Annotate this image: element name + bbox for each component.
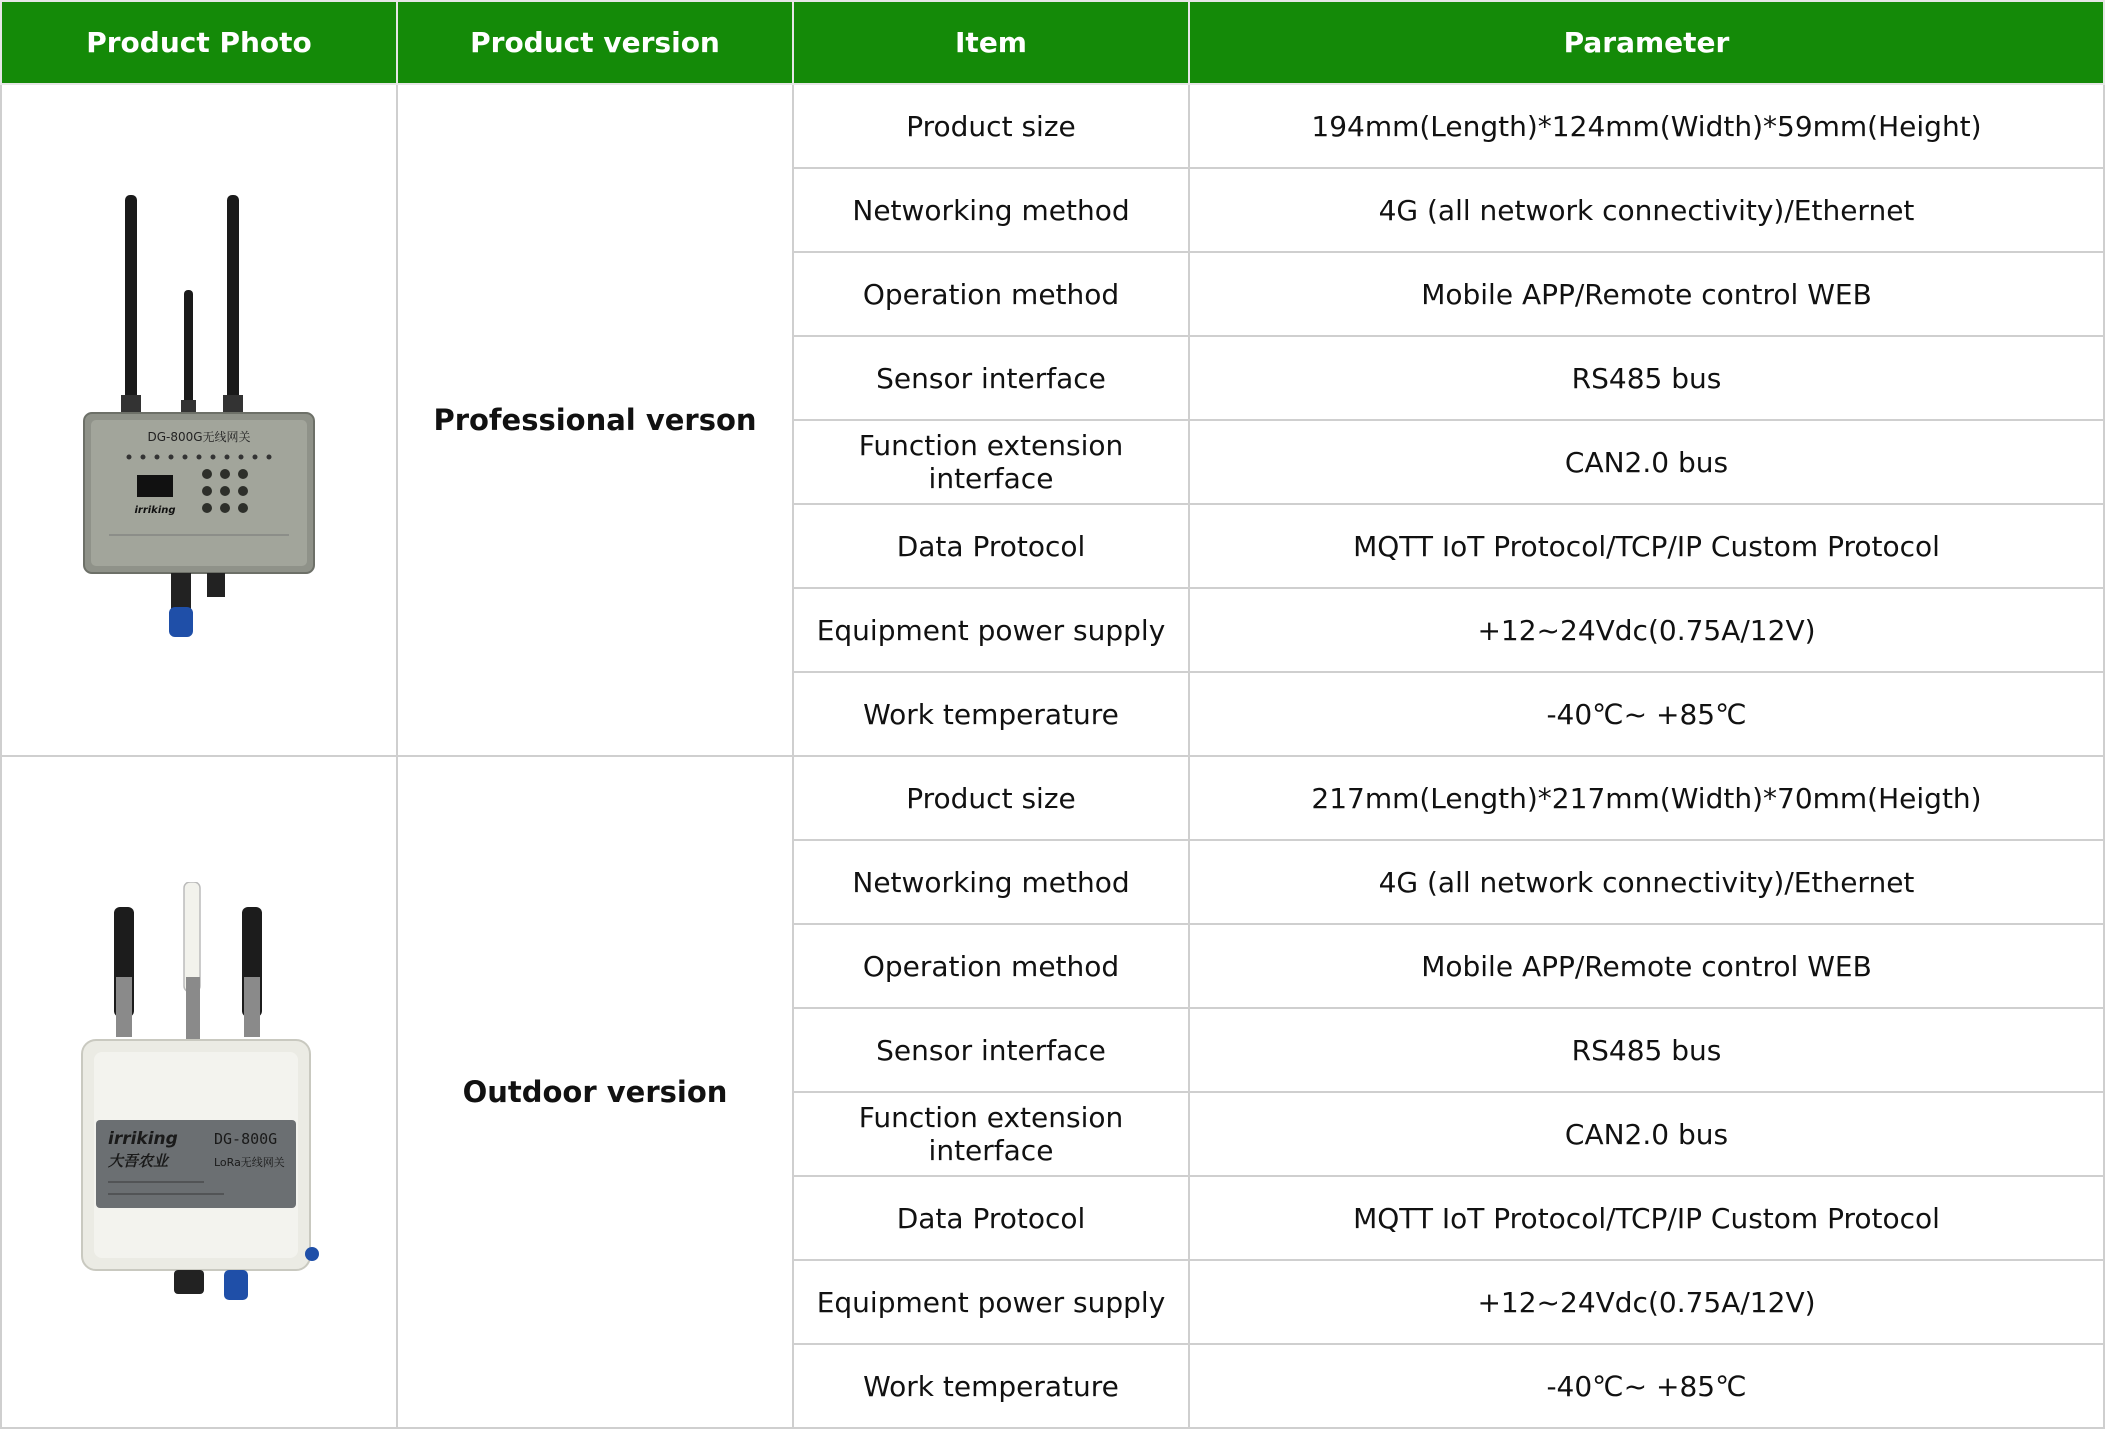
header-row: [1, 1, 2104, 84]
wireless-gateway-device-photo: [79, 195, 319, 645]
item-cell: Sensor interface: [793, 336, 1189, 420]
item-cell: Networking method: [793, 840, 1189, 924]
item-cell: Data Protocol: [793, 1176, 1189, 1260]
parameter-cell: 4G (all network connectivity)/Ethernet: [1189, 840, 2104, 924]
parameter-cell: Mobile APP/Remote control WEB: [1189, 252, 2104, 336]
parameter-cell: RS485 bus: [1189, 336, 2104, 420]
device-brand: irriking: [134, 505, 176, 516]
table-row: [1, 756, 2104, 840]
device-brand: irriking: [108, 1129, 178, 1149]
item-cell: Operation method: [793, 252, 1189, 336]
table-row: [1, 84, 2104, 168]
product-photo-professional: [1, 84, 397, 756]
outdoor-gateway-device-photo: [74, 882, 324, 1302]
item-cell: Work temperature: [793, 672, 1189, 756]
parameter-cell: +12~24Vdc(0.75A/12V): [1189, 588, 2104, 672]
parameter-cell: CAN2.0 bus: [1189, 420, 2104, 504]
parameter-cell: CAN2.0 bus: [1189, 1092, 2104, 1176]
item-cell: Sensor interface: [793, 1008, 1189, 1092]
item-cell: Product size: [793, 84, 1189, 168]
item-cell: Networking method: [793, 168, 1189, 252]
device-sub: 大吾农业: [108, 1152, 169, 1170]
device-label: LoRa无线网关: [214, 1156, 285, 1169]
parameter-cell: MQTT IoT Protocol/TCP/IP Custom Protocol: [1189, 1176, 2104, 1260]
item-cell: Operation method: [793, 924, 1189, 1008]
item-cell: Work temperature: [793, 1344, 1189, 1428]
parameter-cell: -40℃~ +85℃: [1189, 672, 2104, 756]
header-product-photo: Product Photo: [1, 1, 397, 84]
parameter-cell: RS485 bus: [1189, 1008, 2104, 1092]
parameter-cell: -40℃~ +85℃: [1189, 1344, 2104, 1428]
parameter-cell: 194mm(Length)*124mm(Width)*59mm(Height): [1189, 84, 2104, 168]
parameter-cell: 4G (all network connectivity)/Ethernet: [1189, 168, 2104, 252]
parameter-cell: +12~24Vdc(0.75A/12V): [1189, 1260, 2104, 1344]
header-parameter: Parameter: [1189, 1, 2104, 84]
device-label: DG-800G无线网关: [147, 430, 251, 444]
item-cell: Function extension interface: [793, 1092, 1189, 1176]
product-version-professional: Professional verson: [397, 84, 793, 756]
header-item: Item: [793, 1, 1189, 84]
parameter-cell: MQTT IoT Protocol/TCP/IP Custom Protocol: [1189, 504, 2104, 588]
parameter-cell: Mobile APP/Remote control WEB: [1189, 924, 2104, 1008]
product-photo-outdoor: [1, 756, 397, 1428]
item-cell: Equipment power supply: [793, 1260, 1189, 1344]
parameter-cell: 217mm(Length)*217mm(Width)*70mm(Heigth): [1189, 756, 2104, 840]
item-cell: Data Protocol: [793, 504, 1189, 588]
item-cell: Function extension interface: [793, 420, 1189, 504]
product-version-outdoor: Outdoor version: [397, 756, 793, 1428]
header-product-version: Product version: [397, 1, 793, 84]
item-cell: Product size: [793, 756, 1189, 840]
device-model: DG-800G: [214, 1130, 278, 1148]
item-cell: Equipment power supply: [793, 588, 1189, 672]
